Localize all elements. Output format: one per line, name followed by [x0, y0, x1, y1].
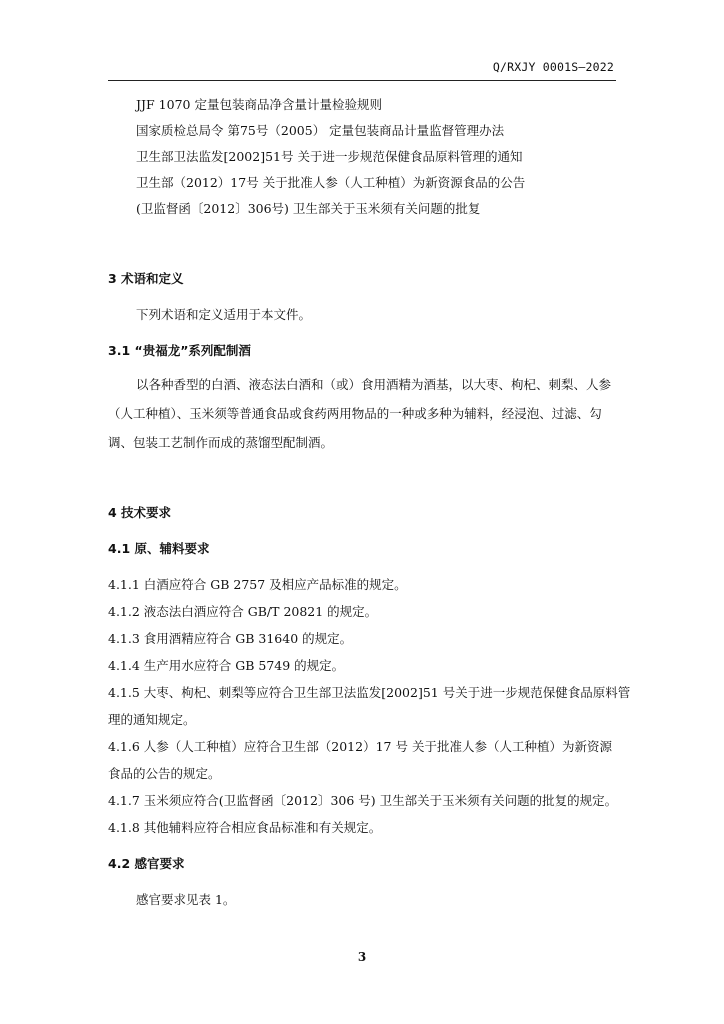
- requirement-item: 4.1.5 大枣、枸杞、刺梨等应符合卫生部卫法监发[2002]51 号关于进一步规范保健食品原料管: [108, 685, 631, 700]
- requirement-item: 4.1.8 其他辅料应符合相应食品标准和有关规定。: [108, 820, 382, 835]
- document-number: Q/RXJY 0001S—2022: [492, 60, 614, 74]
- requirement-item-continued: 理的通知规定。: [108, 712, 196, 727]
- requirement-item: 4.1.6 人参（人工种植）应符合卫生部（2012）17 号 关于批准人参（人工种植）为新资源: [108, 739, 612, 754]
- reference-item: (卫监督函〔2012〕306号) 卫生部关于玉米须有关问题的批复: [136, 201, 481, 216]
- requirement-item: 4.1.1 白酒应符合 GB 2757 及相应产品标准的规定。: [108, 577, 407, 592]
- section-heading: 3 术语和定义: [108, 271, 184, 286]
- subsection-heading: 4.2 感官要求: [108, 856, 185, 871]
- requirement-item: 4.1.7 玉米须应符合(卫监督函〔2012〕306 号) 卫生部关于玉米须有关问题的批复的规定。: [108, 793, 618, 808]
- page-number: 3: [357, 950, 367, 964]
- definition-line: 以各种香型的白酒、液态法白酒和（或）食用酒精为酒基，以大枣、枸杞、刺梨、人参: [136, 377, 612, 392]
- requirement-item-continued: 食品的公告的规定。: [108, 766, 221, 781]
- reference-item: 卫生部（2012）17号 关于批准人参（人工种植）为新资源食品的公告: [136, 175, 526, 190]
- paragraph: 感官要求见表 1。: [136, 892, 236, 907]
- definition-line: 调、包装工艺制作而成的蒸馏型配制酒。: [108, 435, 334, 450]
- reference-item: JJF 1070 定量包装商品净含量计量检验规则: [136, 97, 382, 112]
- subsection-heading: 4.1 原、辅料要求: [108, 541, 210, 556]
- requirement-item: 4.1.4 生产用水应符合 GB 5749 的规定。: [108, 658, 345, 673]
- section-heading: 4 技术要求: [108, 505, 172, 520]
- header-rule: [108, 80, 616, 81]
- requirement-item: 4.1.2 液态法白酒应符合 GB/T 20821 的规定。: [108, 604, 378, 619]
- subsection-heading: 3.1 “贵福龙”系列配制酒: [108, 343, 251, 358]
- definition-line: （人工种植）、玉米须等普通食品或食药两用物品的一种或多种为辅料，经浸泡、过滤、勾: [108, 406, 602, 421]
- reference-item: 国家质检总局令 第75号（2005） 定量包装商品计量监督管理办法: [136, 123, 505, 138]
- requirement-item: 4.1.3 食用酒精应符合 GB 31640 的规定。: [108, 631, 353, 646]
- reference-item: 卫生部卫法监发[2002]51号 关于进一步规范保健食品原料管理的通知: [136, 149, 523, 164]
- paragraph: 下列术语和定义适用于本文件。: [136, 307, 312, 322]
